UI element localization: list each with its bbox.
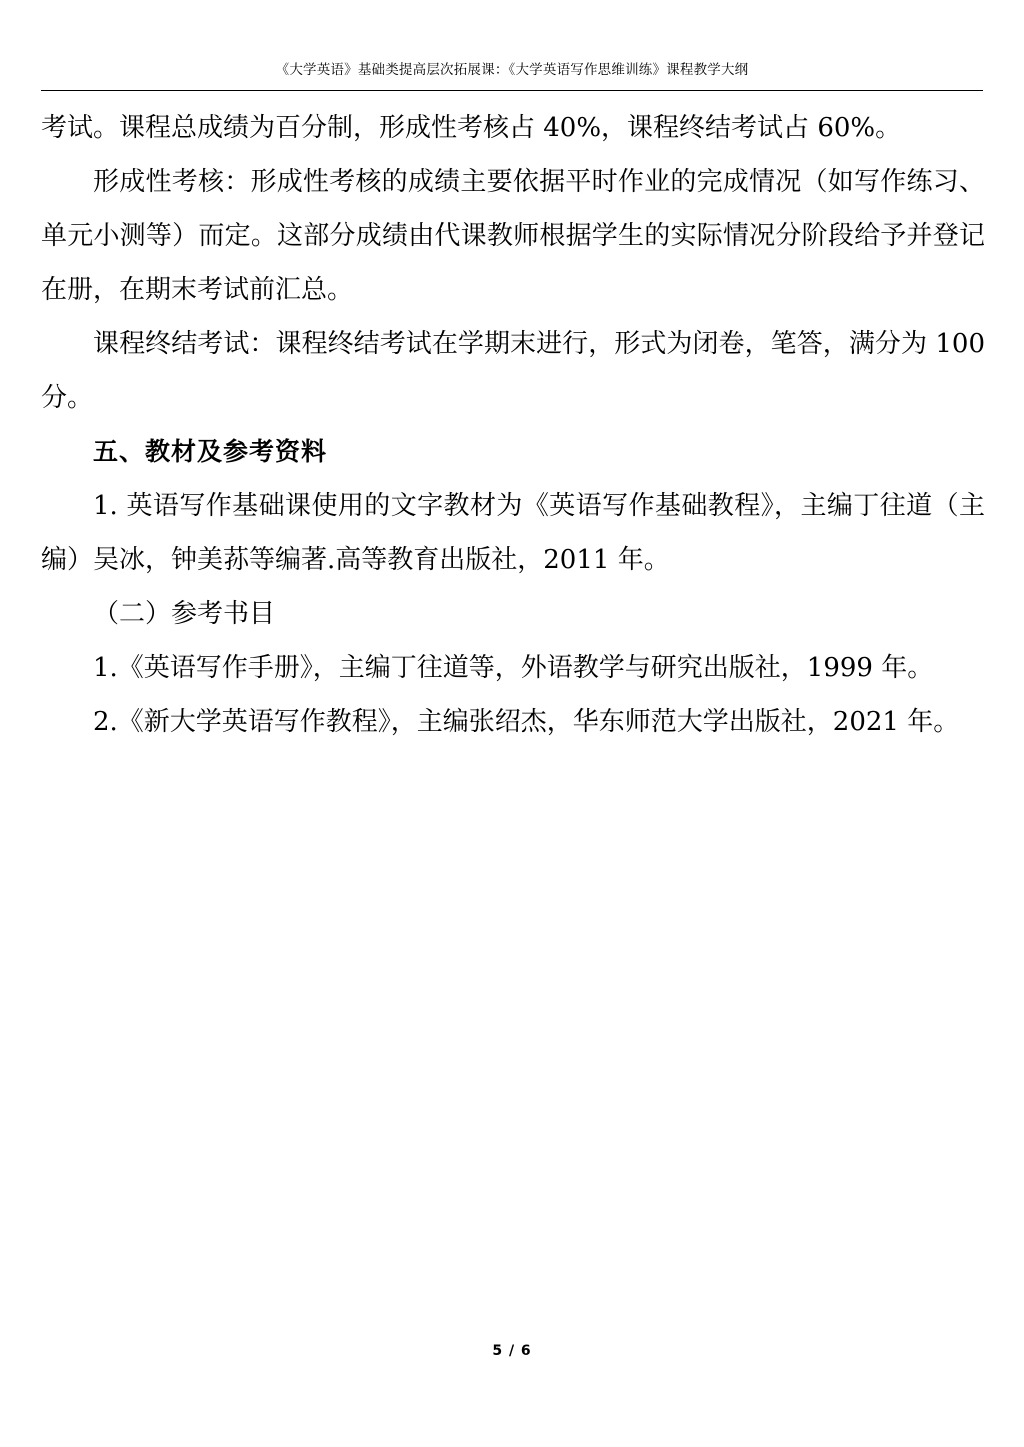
page-number: 5 / 6 xyxy=(492,1343,532,1359)
page-header: 《大学英语》基础类提高层次拓展课：《大学英语写作思维训练》课程教学大纲 xyxy=(275,62,749,78)
paragraph-reference-heading: （二）参考书目 xyxy=(93,599,276,629)
document-body xyxy=(41,101,985,749)
paragraph-reference-item-1: 1.《英语写作手册》，主编丁往道等，外语教学与研究出版社，1999 年。 xyxy=(93,653,934,683)
paragraph-reference-item-2: 2.《新大学英语写作教程》，主编张绍杰，华东师范大学出版社，2021 年。 xyxy=(93,707,960,737)
paragraph-textbook: 1. 英语写作基础课使用的文字教材为《英语写作基础教程》，主编丁往道（主编）吴冰，钟美荪等编著.高等教育出版社，2011 年。 xyxy=(41,491,985,575)
paragraph-exam-total: 考试。课程总成绩为百分制，形成性考核占 40%，课程终结考试占 60%。 xyxy=(41,113,902,143)
section-heading-materials: 五、教材及参考资料 xyxy=(93,437,328,466)
header-divider xyxy=(41,90,983,91)
paragraph-final-exam: 课程终结考试：课程终结考试在学期末进行，形式为闭卷，笔答，满分为 100 分。 xyxy=(41,329,985,413)
paragraph-formative-assessment: 形成性考核：形成性考核的成绩主要依据平时作业的完成情况（如写作练习、单元小测等）而定。这部分成绩由代课教师根据学生的实际情况分阶段给予并登记在册，在期末考试前汇总。 xyxy=(41,167,985,305)
